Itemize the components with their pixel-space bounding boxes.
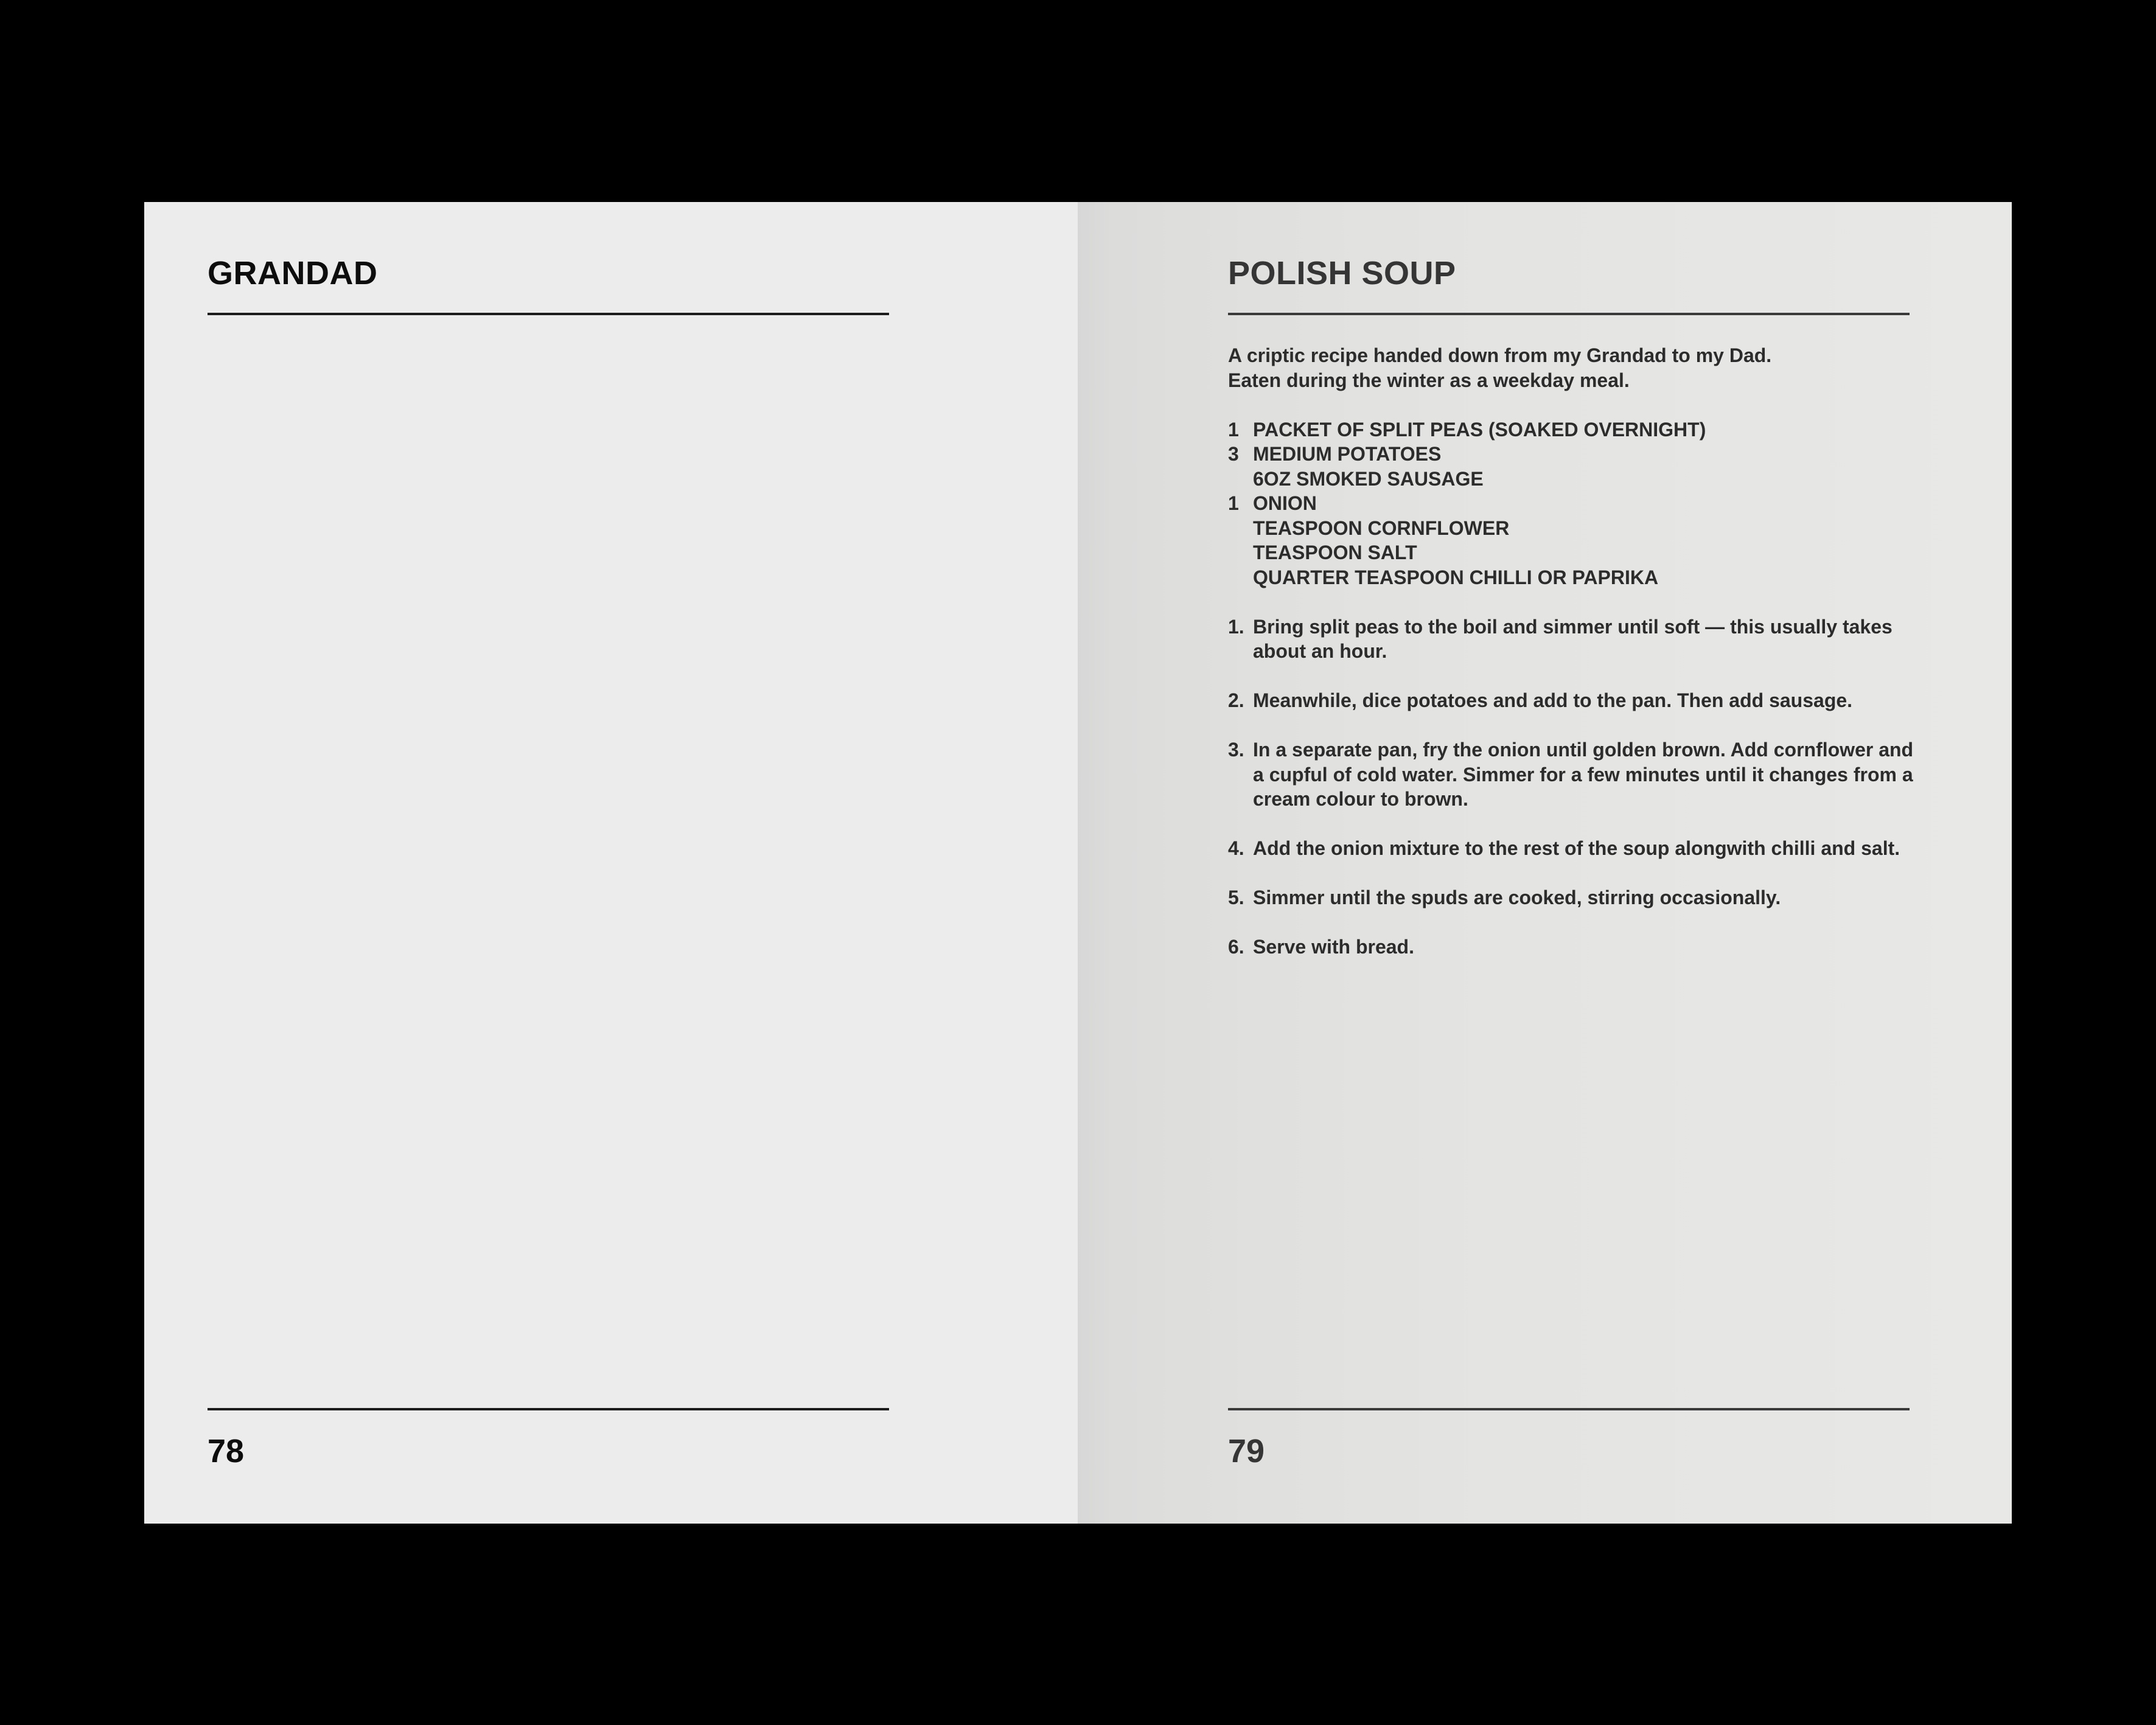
ingredient-list: [1228, 417, 1916, 590]
footer-rule: [208, 1408, 889, 1410]
ingredient-item: [1228, 417, 1916, 442]
ingredient-quantity: [1228, 540, 1253, 565]
step-text: Serve with bread.: [1253, 936, 1414, 958]
ingredient-item: [1228, 467, 1916, 492]
ingredient-quantity: [1228, 516, 1253, 541]
title-rule: [1228, 313, 1910, 315]
step-text: Meanwhile, dice potatoes and add to the pan. Then add sausage.: [1253, 689, 1853, 711]
method-step: [1228, 836, 1916, 861]
ingredient-name: TEASPOON SALT: [1253, 542, 1417, 563]
ingredient-item: [1228, 491, 1916, 516]
step-number: 4.: [1228, 837, 1244, 859]
ingredient-name: QUARTER TEASPOON CHILLI OR PAPRIKA: [1253, 566, 1659, 588]
method-step: [1228, 885, 1916, 910]
step-number: 5.: [1228, 887, 1244, 908]
ingredient-quantity: [1228, 565, 1253, 590]
method-step: [1228, 737, 1916, 812]
ingredient-name: TEASPOON CORNFLOWER: [1253, 517, 1510, 539]
book-spread: [144, 202, 2012, 1524]
ingredient-name: PACKET OF SPLIT PEAS (SOAKED OVERNIGHT): [1253, 418, 1706, 441]
page-number: 79: [1228, 1433, 1265, 1469]
method-step: [1228, 688, 1916, 713]
footer-rule: [1228, 1408, 1910, 1410]
ingredient-item: [1228, 442, 1916, 467]
ingredient-item: [1228, 516, 1916, 541]
intro-line: A criptic recipe handed down from my Grandad to my Dad.: [1228, 344, 1772, 366]
method-step: [1228, 935, 1916, 960]
ingredient-name: 6OZ SMOKED SAUSAGE: [1253, 467, 1484, 490]
left-page: [144, 202, 1078, 1524]
right-page: [1078, 202, 2012, 1524]
recipe-body: [1228, 343, 1916, 984]
recipe-intro: [1228, 343, 1916, 392]
ingredient-quantity: [1228, 467, 1253, 492]
step-text: Bring split peas to the boil and simmer until soft — this usually takes about an hour.: [1253, 615, 1893, 662]
step-number: 2.: [1228, 689, 1244, 711]
step-number: 1.: [1228, 615, 1244, 638]
page-title: GRANDAD: [208, 255, 378, 291]
title-rule: [208, 313, 889, 315]
ingredient-quantity: 1: [1228, 418, 1239, 441]
page-number: 78: [208, 1433, 245, 1469]
step-text: In a separate pan, fry the onion until golden brown. Add cornflower and a cupful of cold water. Simmer for a few minutes until it changes from a cream colour to brown.: [1253, 739, 1914, 810]
step-number: 3.: [1228, 739, 1244, 761]
intro-line: Eaten during the winter as a weekday meal.: [1228, 369, 1630, 391]
step-text: Add the onion mixture to the rest of the soup alongwith chilli and salt.: [1253, 837, 1900, 859]
ingredient-item: [1228, 540, 1916, 565]
ingredient-quantity: 3: [1228, 443, 1239, 465]
method-steps: [1228, 615, 1916, 960]
ingredient-item: [1228, 565, 1916, 590]
ingredient-name: ONION: [1253, 492, 1317, 514]
step-number: 6.: [1228, 936, 1244, 958]
method-step: [1228, 615, 1916, 664]
recipe-title: POLISH SOUP: [1228, 255, 1456, 291]
ingredient-name: MEDIUM POTATOES: [1253, 443, 1442, 465]
step-text: Simmer until the spuds are cooked, stirring occasionally.: [1253, 887, 1781, 908]
ingredient-quantity: 1: [1228, 492, 1239, 514]
